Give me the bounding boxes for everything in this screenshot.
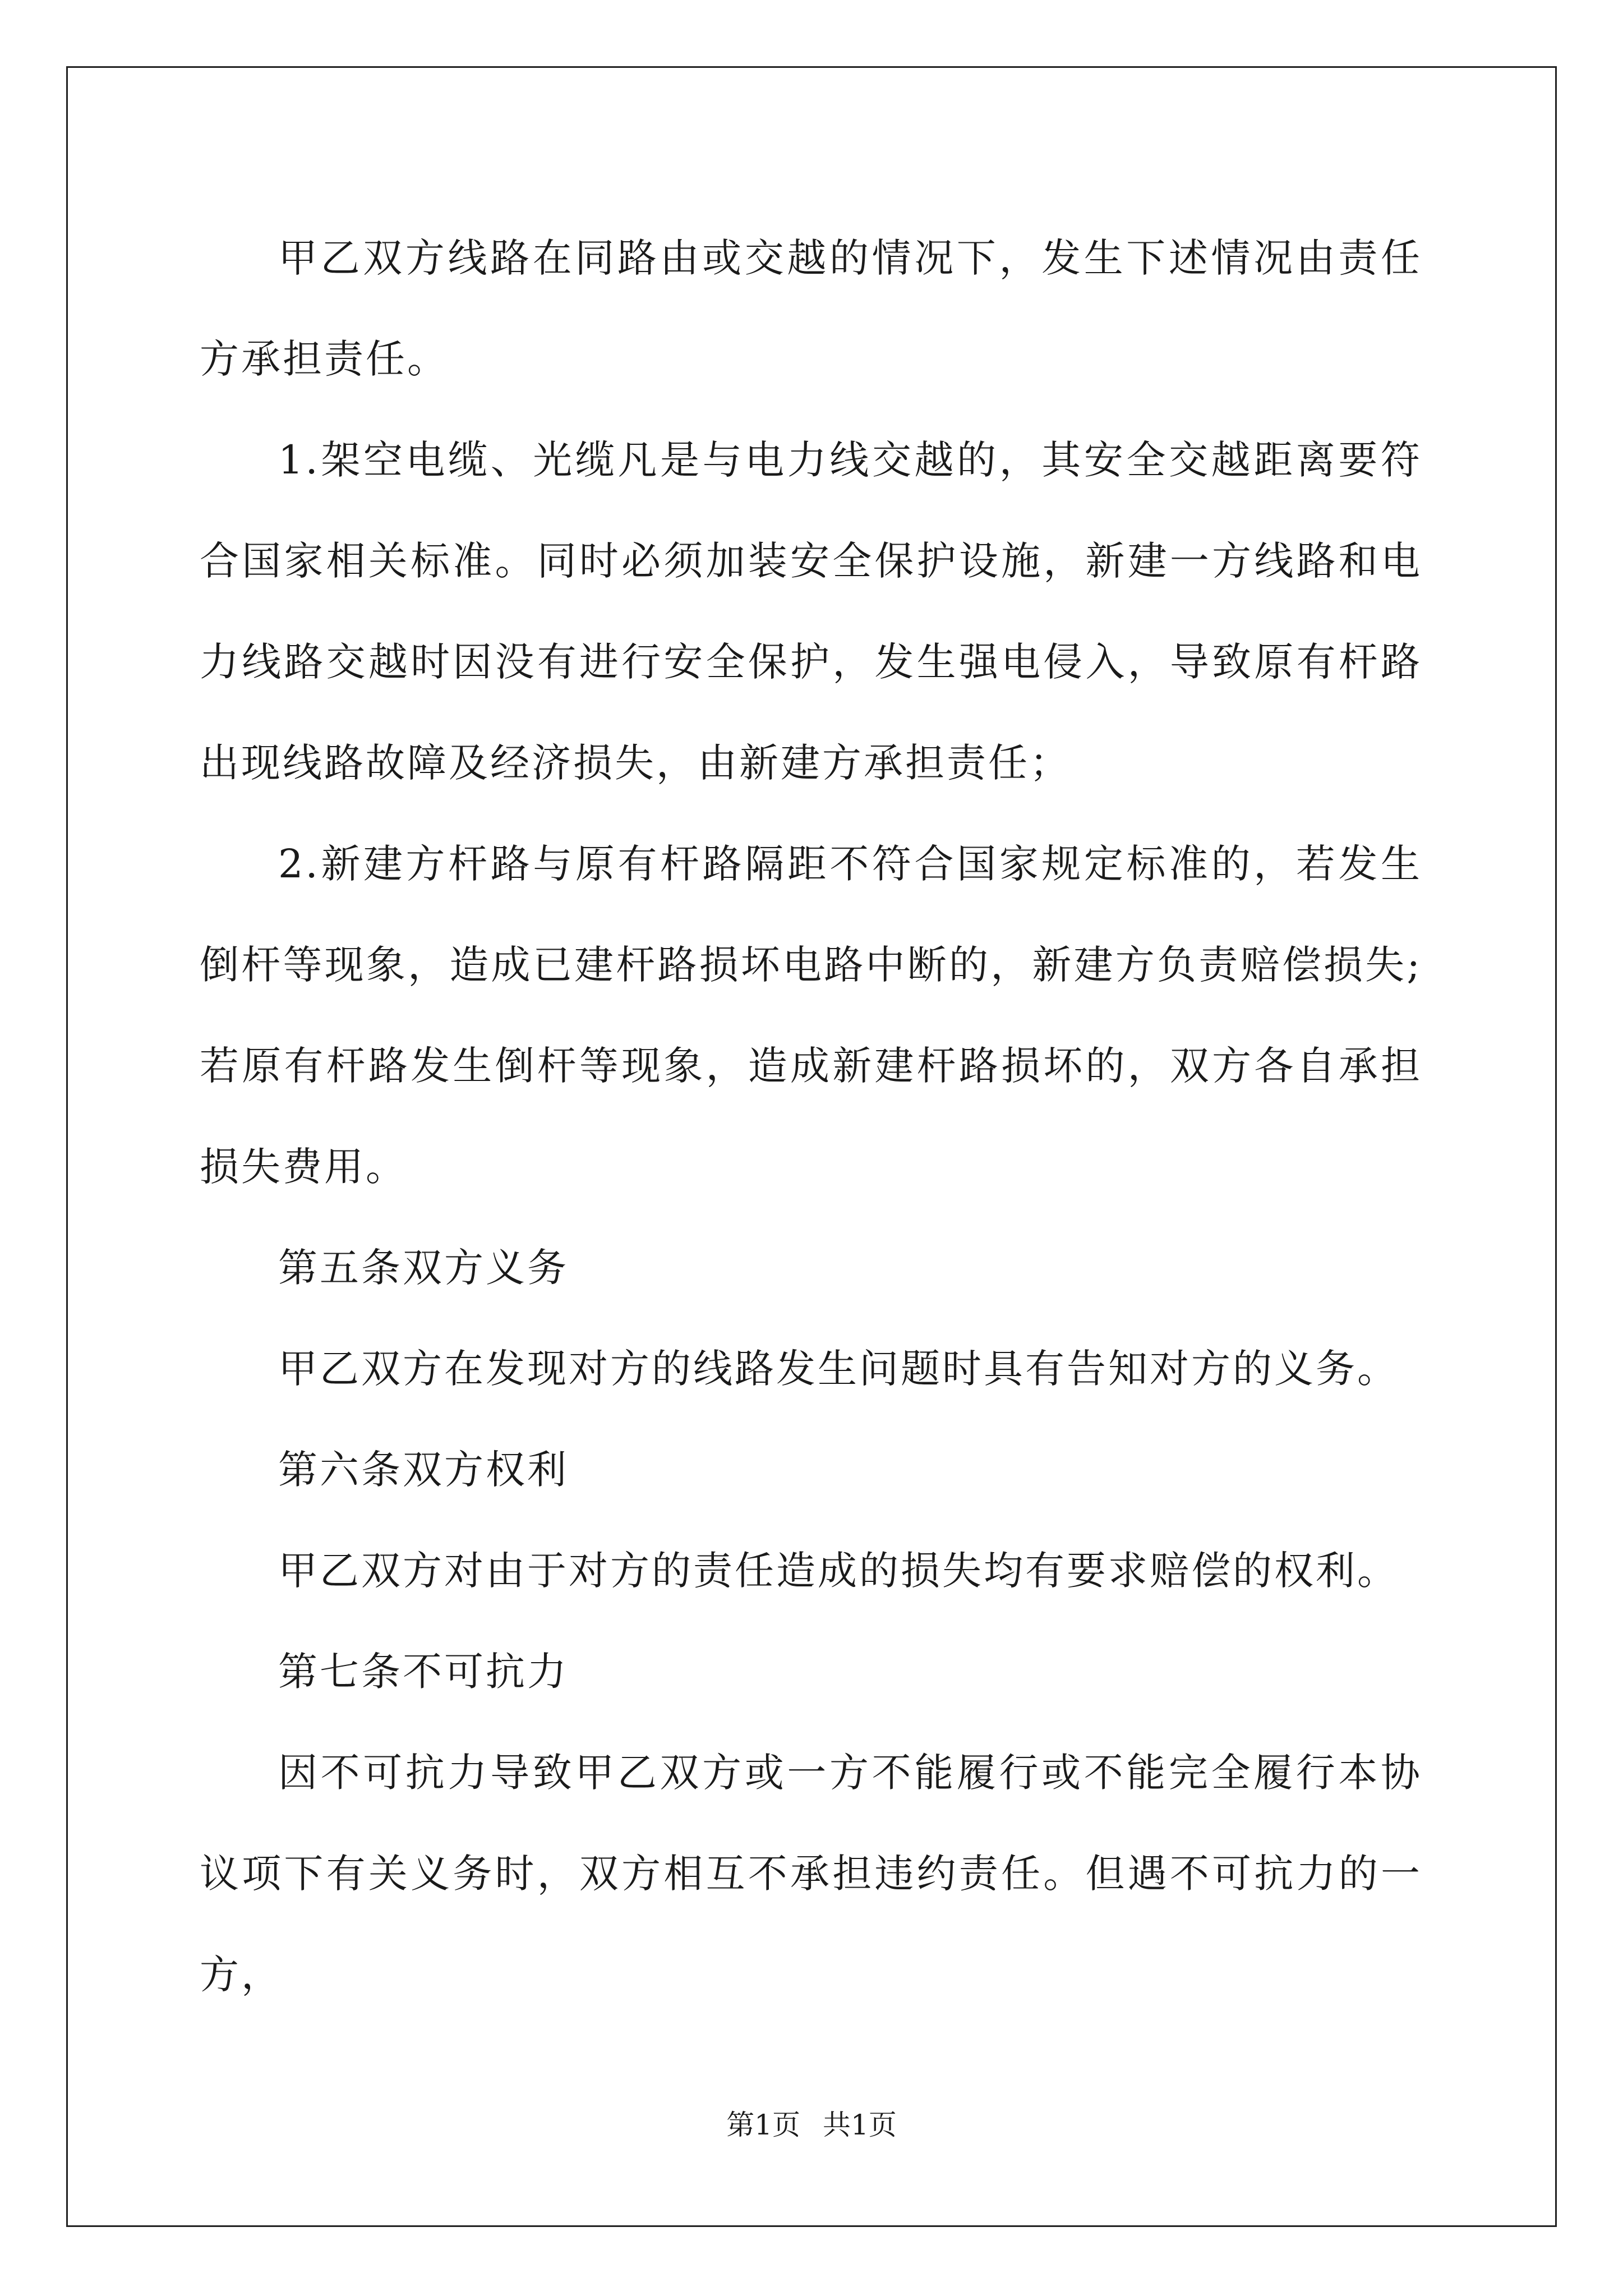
paragraph-clause-2-pole-spacing: 2.新建方杆路与原有杆路隔距不符合国家规定标准的，若发生倒杆等现象，造成已建杆路损坏电路中断的，新建方负责赔偿损失;若原有杆路发生倒杆等现象，造成新建杆路损坏的，双方各自承担损失费用。 xyxy=(200,841,1422,1190)
paragraph-clause-1-aerial-cable: 1.架空电缆、光缆凡是与电力线交越的，其安全交越距离要符合国家相关标准。同时必须加装安全保护设施，新建一方线路和电力线路交越时因没有进行安全保护，发生强电侵入，导致原有杆路出现线路故障及经济损失，由新建方承担责任； xyxy=(200,437,1422,786)
article-5-heading: 第五条双方义务 xyxy=(278,1245,569,1291)
page-footer xyxy=(0,2108,1623,2142)
document-body xyxy=(200,208,1422,2025)
page-number-total: 共1页 xyxy=(823,2109,897,2141)
paragraph-article-7-body: 因不可抗力导致甲乙双方或一方不能履行或不能完全履行本协议项下有关义务时，双方相互不承担违约责任。但遇不可抗力的一方， xyxy=(200,1750,1422,1998)
paragraph-liability-intro: 甲乙双方线路在同路由或交越的情况下，发生下述情况由责任方承担责任。 xyxy=(200,235,1422,382)
paragraph-article-5-body: 甲乙双方在发现对方的线路发生问题时具有告知对方的义务。 xyxy=(278,1346,1399,1392)
page-number-current: 第1页 xyxy=(726,2109,800,2141)
paragraph-article-6-body: 甲乙双方对由于对方的责任造成的损失均有要求赔偿的权利。 xyxy=(278,1548,1399,1594)
article-6-heading: 第六条双方权利 xyxy=(278,1447,569,1493)
article-7-heading: 第七条不可抗力 xyxy=(278,1649,569,1695)
